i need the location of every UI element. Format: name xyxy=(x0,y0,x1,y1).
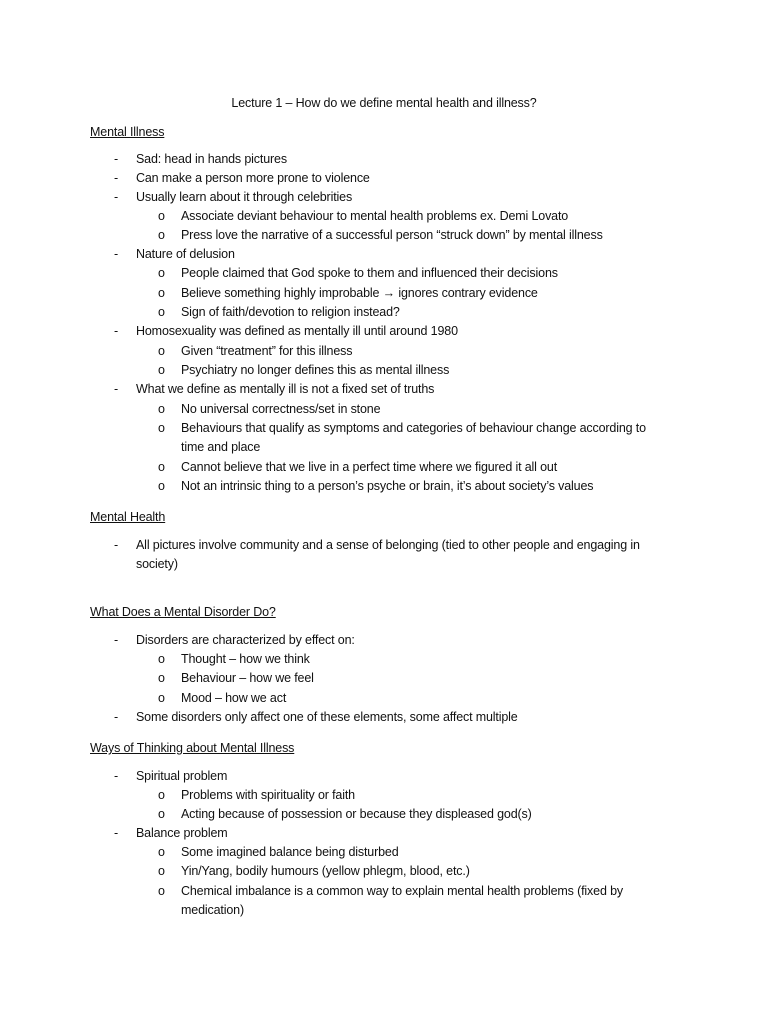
sub-list-item-text: No universal correctness/set in stone xyxy=(181,402,381,416)
sub-list-item-text: Yin/Yang, bodily humours (yellow phlegm, blood, etc.) xyxy=(181,864,470,878)
circle-bullet: o xyxy=(158,228,165,242)
list-item-text: All pictures involve community and a sense of belonging (tied to other people and engaging in society) xyxy=(136,538,640,572)
circle-bullet: o xyxy=(158,864,165,878)
list-item-text: Can make a person more prone to violence xyxy=(136,171,370,185)
dash-bullet: - xyxy=(114,247,119,261)
sub-list-item-text: Mood – how we act xyxy=(181,691,287,705)
dash-bullet: - xyxy=(114,171,119,185)
circle-bullet: o xyxy=(158,652,165,666)
sub-list-item-text: Cannot believe that we live in a perfect time where we figured it all out xyxy=(181,460,558,474)
dash-bullet: - xyxy=(114,538,119,552)
sub-list-item-text: Some imagined balance being disturbed xyxy=(181,845,399,859)
circle-bullet: o xyxy=(158,286,165,300)
circle-bullet: o xyxy=(158,845,165,859)
dash-bullet: - xyxy=(114,710,119,724)
dash-bullet: - xyxy=(114,324,119,338)
dash-bullet: - xyxy=(114,633,119,647)
sub-list-item-text: Psychiatry no longer defines this as mental illness xyxy=(181,363,450,377)
circle-bullet: o xyxy=(158,209,165,223)
circle-bullet: o xyxy=(158,807,165,821)
section-heading-mental-disorder: What Does a Mental Disorder Do? xyxy=(90,605,276,619)
list-item-text: Sad: head in hands pictures xyxy=(136,152,287,166)
sub-list-item-text: Chemical imbalance is a common way to explain mental health problems (fixed by medication) xyxy=(181,884,623,918)
sub-list-item-text: Thought – how we think xyxy=(181,652,310,666)
circle-bullet: o xyxy=(158,460,165,474)
list-item-text: Some disorders only affect one of these elements, some affect multiple xyxy=(136,710,518,724)
sub-list-item-text: Press love the narrative of a successful person “struck down” by mental illness xyxy=(181,228,603,242)
dash-bullet: - xyxy=(114,826,119,840)
list-item-text: Disorders are characterized by effect on: xyxy=(136,633,355,647)
section-heading-mental-illness: Mental Illness xyxy=(90,125,165,139)
dash-bullet: - xyxy=(114,769,119,783)
dash-bullet: - xyxy=(114,190,119,204)
sub-list-item-text: Behaviours that qualify as symptoms and categories of behaviour change according to time and place xyxy=(181,421,646,455)
sub-list-item-text: Associate deviant behaviour to mental health problems ex. Demi Lovato xyxy=(181,209,569,223)
list-item-text: Nature of delusion xyxy=(136,247,235,261)
list-item-text: What we define as mentally ill is not a fixed set of truths xyxy=(136,382,435,396)
section-heading-mental-health: Mental Health xyxy=(90,510,166,524)
sub-list-item-text: People claimed that God spoke to them and influenced their decisions xyxy=(181,266,558,280)
sub-list-item-text: Acting because of possession or because they displeased god(s) xyxy=(181,807,532,821)
dash-bullet: - xyxy=(114,152,119,166)
list-item-text: Spiritual problem xyxy=(136,769,228,783)
list-item-text: Homosexuality was defined as mentally ill until around 1980 xyxy=(136,324,458,338)
circle-bullet: o xyxy=(158,402,165,416)
sub-list-item-text: Not an intrinsic thing to a person’s psyche or brain, it’s about society’s values xyxy=(181,479,594,493)
circle-bullet: o xyxy=(158,788,165,802)
list-item-text: Usually learn about it through celebrities xyxy=(136,190,353,204)
circle-bullet: o xyxy=(158,344,165,358)
circle-bullet: o xyxy=(158,363,165,377)
dash-bullet: - xyxy=(114,382,119,396)
list-item-text: Balance problem xyxy=(136,826,228,840)
sub-list-item-text: Believe something highly improbable → ignores contrary evidence xyxy=(181,286,538,300)
circle-bullet: o xyxy=(158,691,165,705)
circle-bullet: o xyxy=(158,266,165,280)
circle-bullet: o xyxy=(158,421,165,435)
sub-list-item-text: Behaviour – how we feel xyxy=(181,671,314,685)
page-title: Lecture 1 – How do we define mental health and illness? xyxy=(231,96,537,110)
sub-list-item-text: Problems with spirituality or faith xyxy=(181,788,355,802)
circle-bullet: o xyxy=(158,479,165,493)
sub-list-item-text: Sign of faith/devotion to religion instead? xyxy=(181,305,400,319)
circle-bullet: o xyxy=(158,671,165,685)
sub-list-item-text: Given “treatment” for this illness xyxy=(181,344,353,358)
circle-bullet: o xyxy=(158,884,165,898)
section-heading-ways-of-thinking: Ways of Thinking about Mental Illness xyxy=(90,741,295,755)
circle-bullet: o xyxy=(158,305,165,319)
